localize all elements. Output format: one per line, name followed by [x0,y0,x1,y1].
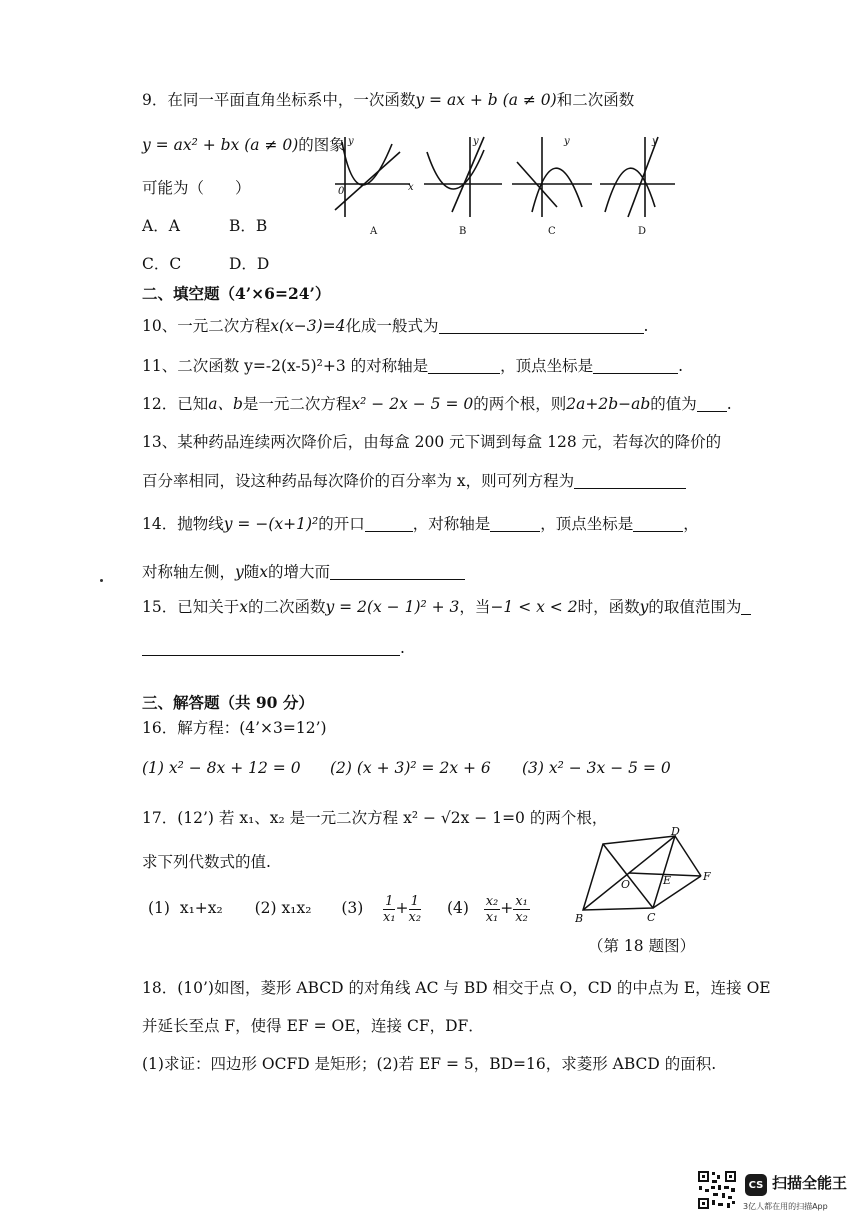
qr-code-icon [697,1170,737,1210]
label-c: C [647,911,656,924]
q10-end: . [643,317,649,335]
q14-x: x [259,563,269,581]
q14-y: y [235,563,244,581]
graph-d-y: y [652,136,658,147]
graph-d [600,137,675,217]
q12-mid2: 的两个根，则 [473,395,567,413]
q15-line1 [142,597,751,617]
q15-t3: 时，函数 [577,598,640,616]
q14-incr: 的增大而 [268,563,331,581]
graph-d-label: D [638,226,647,237]
graph-c-label: C [548,226,556,237]
q17-title: 17．(12’) 若 x₁、x₂ 是一元二次方程 x² − √2x − 1=0 的两个根， [142,809,608,827]
q12-blank[interactable] [697,395,727,412]
graph-a-o: 0 [338,186,345,197]
label-d: D [671,826,680,838]
q14-expr: y = −(x+1)² [223,515,319,533]
q15-expr: y = 2(x − 1)² + 3 [325,598,460,616]
graph-a [335,137,410,217]
q16-part1: (1) x² − 8x + 12 = 0 [142,759,301,777]
q14-t1: 的开口 [318,515,365,533]
q9-expr2-text: y = ax² + bx (a ≠ 0) [142,136,299,154]
q12-end: . [726,395,732,413]
q13-blank[interactable] [574,472,686,489]
q14-t2: ，对称轴是 [412,515,491,533]
q9-option-c: C．C [142,255,182,273]
q14-line1 [142,514,699,534]
graph-a-x: x [408,182,414,193]
q9-tail: 和二次函数 [556,91,635,109]
camscanner-tagline: 3亿人都在用的扫描App [743,1202,828,1211]
q12-tail: 的值为 [650,395,697,413]
q9-graphs [330,132,680,242]
q17-line2: 求下列代数式的值. [142,853,271,871]
q13-line1: 13、某种药品连续两次降价后，由每盒 200 元下调到每盒 128 元，若每次的降价的 [142,433,722,451]
q10-text: 10、一元二次方程 [142,317,271,335]
section3-heading: 三、解答题（共 90 分） [142,693,314,712]
graph-b-y: y [473,136,479,147]
q10 [142,316,648,336]
q9-expr2 [142,135,345,155]
q12-eq: x² − 2x − 5 = 0 [351,395,474,413]
q12 [142,394,732,414]
label-f: F [703,870,711,883]
q14-blank-vertex[interactable] [633,515,683,532]
q15-x: x [239,598,248,616]
q16-part2: (2) (x + 3)² = 2x + 6 [330,759,491,777]
q9-line1 [142,90,634,110]
q12-text: 12．已知 [142,395,209,413]
q9-line3: 可能为（ ） [142,179,251,197]
graph-a-label: A [370,226,378,237]
q10-tail: 化成一般式为 [345,317,439,335]
q9-option-d: D．D [229,255,270,273]
q11-end: . [678,357,684,375]
q15-t1: 的二次函数 [247,598,326,616]
q9-text: 9．在同一平面直角坐标系中，一次函数 [142,91,416,109]
q17-frac-3: $\frac{\text{x₂}}{\text{x₁}}$ [485,893,499,925]
q14-line2-text: 对称轴左侧， [142,563,236,581]
q15-text: 15．已知关于 [142,598,240,616]
q9-line2-tail: 的图象 [298,136,345,154]
q12-mid: 是一元二次方程 [242,395,352,413]
q16-title: 16．解方程：(4’×3=12’) [142,719,327,737]
q17-parts: (1) x₁+x₂ (2) x₁x₂ (3) $\frac{1}{\text{x₁}}$ + $\frac{1}{\text{x₂}}$ (4) $\frac{\text{x₂}}{\text{x₁}}$ + $\frac{\text{x₁}}{\text{x₂}}$ [148,893,528,925]
graph-b [424,137,502,217]
graph-b-label: B [459,226,467,237]
camscanner-logo-icon: CS [745,1174,767,1196]
q13-line2-text: 百分率相同，设这种药品每次降价的百分率为 x，则可列方程为 [142,472,575,490]
q18-line1: 18．(10’)如图，菱形 ABCD 的对角线 AC 与 BD 相交于点 O，CD 的中点为 E，连接 OE [142,979,771,997]
q18-line3: (1)求证：四边形 OCFD 是矩形；(2)若 EF = 5，BD=16，求菱形 ABCD 的面积. [142,1055,717,1073]
q17-frac-4: $\frac{\text{x₁}}{\text{x₂}}$ [515,893,528,925]
graph-c [512,137,592,217]
q16-part3: (3) x² − 3x − 5 = 0 [522,759,671,777]
q10-expr: x(x−3)=4 [270,317,346,335]
graph-a-y: y [348,136,354,147]
q11-mid: ，顶点坐标是 [500,357,594,375]
diagonal-ac [603,844,653,908]
q15-t4: 的取值范围为 [648,598,742,616]
margin-dot [100,579,103,582]
q14-blank-open[interactable] [365,515,413,532]
q17-p2-label: (2) [254,899,277,917]
q17-p1-label: (1) [148,899,170,917]
q15-end: . [400,639,405,657]
q15-y: y [639,598,649,616]
segment-df [675,836,701,876]
label-e: E [663,874,672,887]
q14-blank-trend[interactable] [330,563,465,580]
q11-blank-vertex[interactable] [593,357,678,374]
q14-with: 随 [243,563,260,581]
q15-t2: ，当 [459,598,491,616]
q14-text: 14．抛物线 [142,515,224,533]
q17-frac-2: $\frac{1}{\text{x₂}}$ [408,893,422,925]
q9-option-b: B．B [229,217,268,235]
q15-line2 [142,638,405,658]
q11 [142,356,683,376]
q15-blank-a[interactable] [741,598,751,615]
q14-line2 [142,562,465,582]
q17-p3-label: (3) [341,899,364,917]
q17-p4-label: (4) [446,899,469,917]
camscanner-name: 扫描全能王 [772,1174,848,1192]
section2-heading: 二、填空题（4’×6=24’） [142,284,331,303]
q17-frac-1: $\frac{1}{\text{x₁}}$ [383,893,396,925]
q17-p1: x₁+x₂ [179,899,223,917]
q11-blank-axis[interactable] [428,357,500,374]
q12-ab: a、b [208,395,243,413]
q9-expr1: y = ax + b (a ≠ 0) [415,91,557,109]
q14-t4: ， [683,515,699,533]
label-b: B [575,912,584,925]
q17-p2: x₁x₂ [281,899,312,917]
q15-range: −1 < x < 2 [490,598,578,616]
label-o: O [621,878,631,891]
graph-c-y: y [564,136,570,147]
fig18-caption: （第 18 题图） [588,937,696,955]
q14-t3: ，顶点坐标是 [540,515,634,533]
q18-line2: 并延长至点 F，使得 EF = OE，连接 CF，DF． [142,1017,484,1035]
q15-blank-b[interactable] [142,639,400,656]
q13-line2 [142,471,686,491]
q14-blank-axis[interactable] [490,515,540,532]
q10-blank[interactable] [439,317,644,334]
q12-expr: 2a+2b−ab [566,395,651,413]
fig18-diagram [575,826,715,926]
q9-option-a: A．A [142,217,180,235]
q11-text: 11、二次函数 y=-2(x-5)²+3 的对称轴是 [142,357,429,375]
segment-cf [653,876,701,908]
